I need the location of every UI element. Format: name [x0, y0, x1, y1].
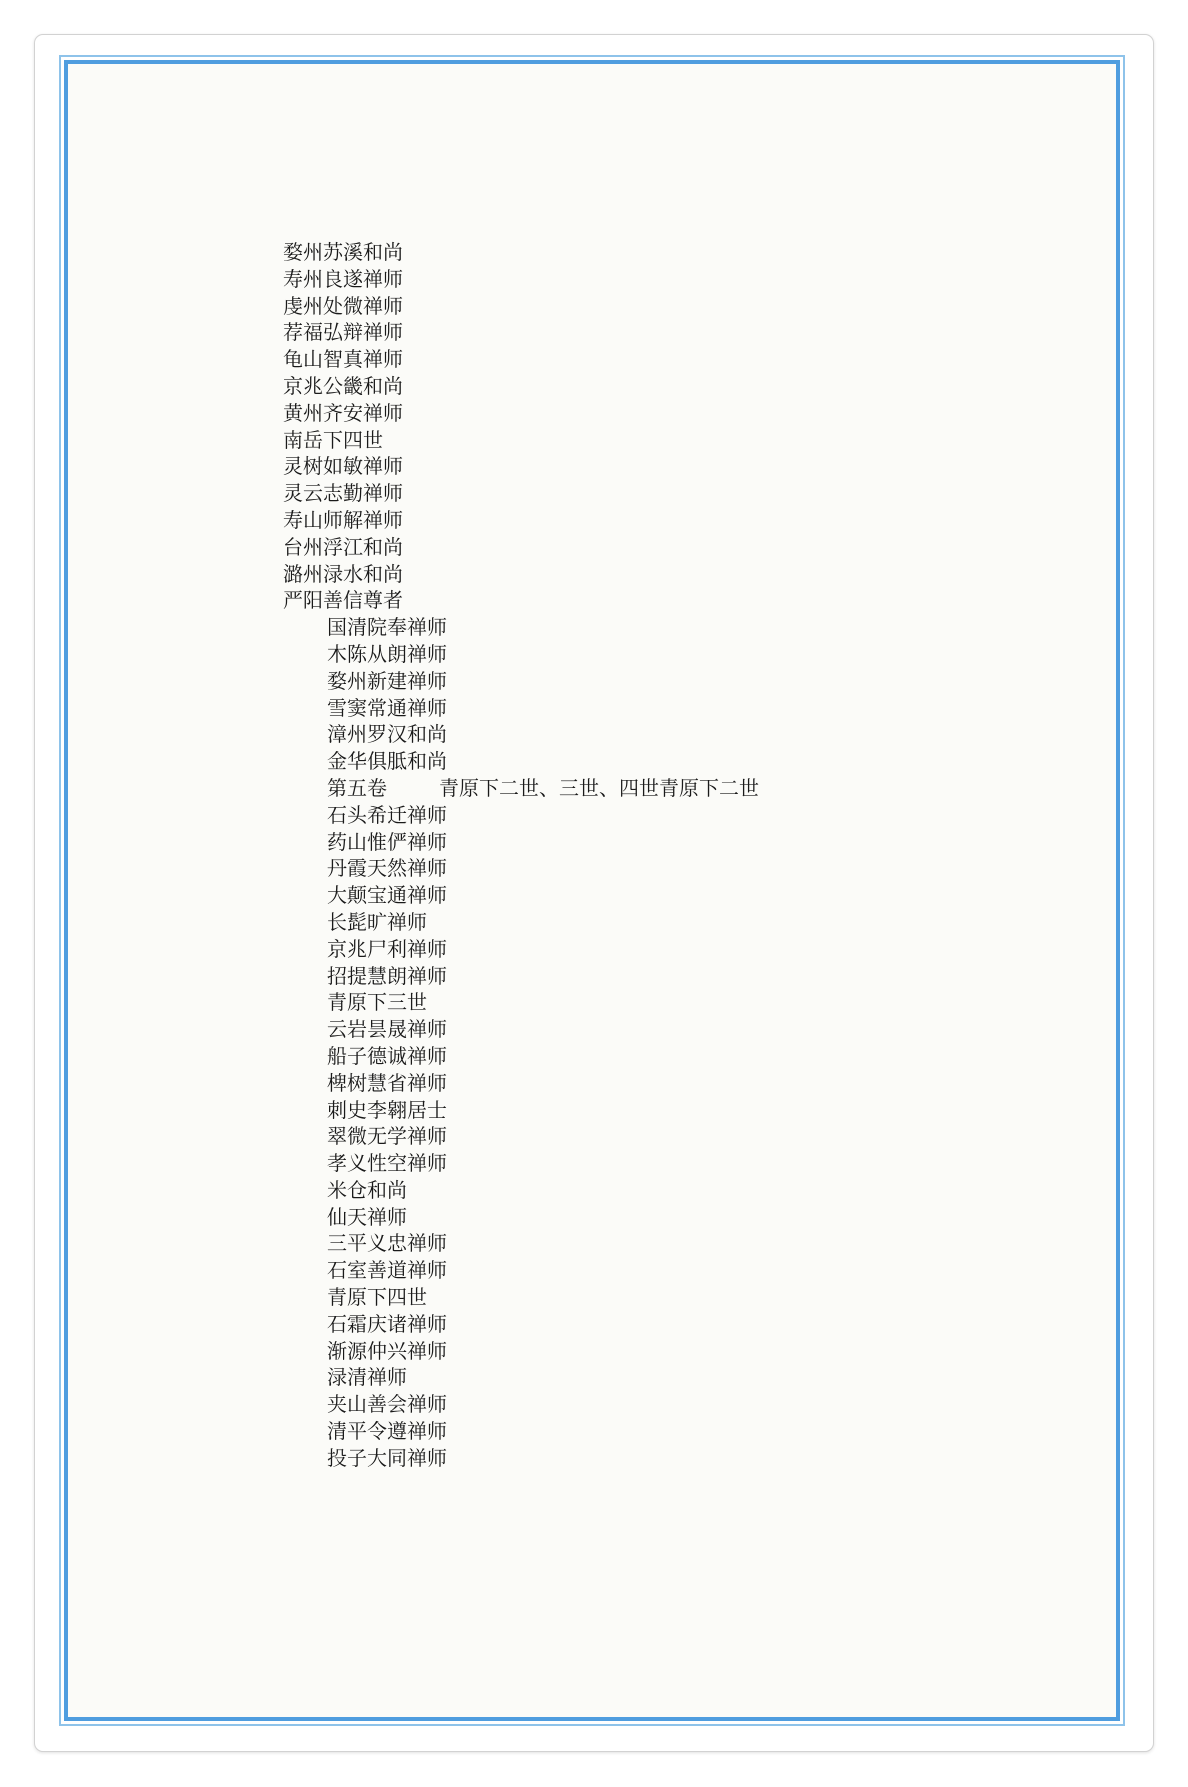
toc-entry: 灵树如敏禅师 [283, 454, 403, 479]
toc-subentry: 丹霞天然禅师 [327, 856, 447, 881]
toc-section-heading: 南岳下四世 [283, 427, 383, 452]
toc-subentry: 石头希迁禅师 [327, 802, 447, 827]
toc-subentry: 招提慧朗禅师 [327, 963, 447, 988]
toc-subentry: 渐源仲兴禅师 [327, 1338, 447, 1363]
toc-subentry: 石霜庆诸禅师 [327, 1311, 447, 1336]
toc-entry: 京兆公畿和尚 [283, 373, 403, 398]
volume-title: 第五卷 [327, 775, 387, 800]
toc-subentry: 雪窦常通禅师 [327, 695, 447, 720]
table-of-contents [283, 239, 883, 1472]
toc-entry: 寿山师解禅师 [283, 507, 403, 532]
toc-subentry: 渌清禅师 [327, 1365, 407, 1390]
toc-subentry: 夹山善会禅师 [327, 1392, 447, 1417]
toc-subentry: 婺州新建禅师 [327, 668, 447, 693]
toc-subentry: 云岩昙晟禅师 [327, 1017, 447, 1042]
toc-section-heading: 青原下三世 [327, 990, 427, 1015]
toc-subentry: 石室善道禅师 [327, 1258, 447, 1283]
toc-subentry: 大颠宝通禅师 [327, 883, 447, 908]
toc-entry: 台州浮江和尚 [283, 534, 403, 559]
toc-subentry: 木陈从朗禅师 [327, 641, 447, 666]
toc-subentry: 药山惟俨禅师 [327, 829, 447, 854]
toc-entry: 虔州处微禅师 [283, 293, 403, 318]
toc-section-heading: 青原下四世 [327, 1285, 427, 1310]
toc-entry: 婺州苏溪和尚 [283, 240, 403, 264]
toc-subentry: 三平义忠禅师 [327, 1231, 447, 1256]
volume-heading [283, 775, 883, 802]
toc-entry: 龟山智真禅师 [283, 347, 403, 372]
toc-subentry: 仙天禅师 [327, 1204, 407, 1229]
toc-subentry: 米仓和尚 [327, 1177, 407, 1202]
toc-subentry: 清平令遵禅师 [327, 1419, 447, 1444]
toc-subentry: 国清院奉禅师 [327, 615, 447, 640]
toc-subentry: 刺史李翱居士 [327, 1097, 447, 1122]
toc-subentry: 漳州罗汉和尚 [327, 722, 447, 747]
toc-subentry: 孝义性空禅师 [327, 1151, 447, 1176]
toc-entry: 潞州渌水和尚 [283, 561, 403, 586]
toc-subentry: 椑树慧省禅师 [327, 1070, 447, 1095]
toc-subentry: 长髭旷禅师 [327, 909, 427, 934]
toc-subentry: 船子德诚禅师 [327, 1043, 447, 1068]
toc-entry: 灵云志勤禅师 [283, 481, 403, 506]
volume-description: 青原下二世、三世、四世青原下二世 [439, 775, 759, 800]
toc-subentry: 京兆尸利禅师 [327, 936, 447, 961]
toc-entry: 严阳善信尊者 [283, 588, 403, 613]
toc-subentry: 金华俱胝和尚 [327, 749, 447, 774]
toc-entry: 黄州齐安禅师 [283, 400, 403, 425]
toc-entry: 荐福弘辩禅师 [283, 320, 403, 345]
toc-subentry: 投子大同禅师 [327, 1445, 447, 1470]
toc-subentry: 翠微无学禅师 [327, 1124, 447, 1149]
toc-entry: 寿州良遂禅师 [283, 266, 403, 291]
